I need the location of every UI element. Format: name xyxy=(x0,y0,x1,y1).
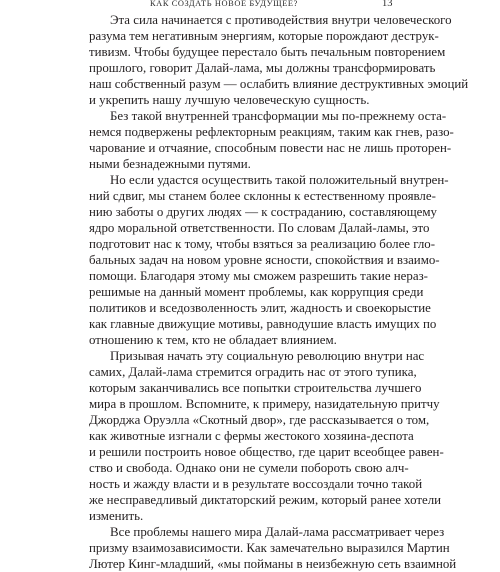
text-line: отношению к тем, кто не обладает влиянием. xyxy=(89,333,337,347)
text-line: Лютер Кинг-младший, «мы пойманы в неизбежную сеть взаимной xyxy=(89,557,457,571)
text-line: помощи. Благодаря этому мы сможем разрешить такие нераз- xyxy=(89,269,428,283)
text-line: наш собственный разум — ослабить влияние деструктивных эмоций xyxy=(89,77,469,91)
text-line: тивизм. Чтобы будущее перестало быть печальным повторением xyxy=(89,45,446,59)
running-head-title: КАК СОЗДАТЬ НОВОЕ БУДУЩЕЕ? xyxy=(150,0,298,8)
text-line: Но если удастся осуществить такой положительный внутрен- xyxy=(110,173,449,187)
text-line: ными безнадежными путями. xyxy=(89,157,251,171)
text-line: решимые на данный момент проблемы, как коррупция среди xyxy=(89,285,424,299)
text-line: Эта сила начинается с противодействия внутри человеческого xyxy=(110,13,452,27)
text-line: Джорджа Оруэлла «Скотный двор», где рассказывается о том, xyxy=(89,413,430,427)
text-line: подготовит нас к тому, чтобы взяться за реализацию более гло- xyxy=(89,237,436,251)
text-line: ядро моральной ответственности. По словам Далай-ламы, это xyxy=(89,221,430,235)
text-line: призму взаимозависимости. Как замечательно выразился Мартин xyxy=(89,541,450,555)
text-line: которым заканчивались все попытки строительства лучшего xyxy=(89,381,422,395)
text-line: мира в прошлом. Вспомните, к примеру, назидательную притчу xyxy=(89,397,440,411)
page-number: 13 xyxy=(382,0,393,9)
text-line: самих, Далай-лама стремится оградить нас от этого тупика, xyxy=(89,365,417,379)
text-line: Без такой внутренней трансформации мы по-прежнему оста- xyxy=(110,109,447,123)
text-line: нию заботы о других людях — к состраданию, составляющему xyxy=(89,205,437,219)
text-line: и решили построить новое общество, где царит всеобщее равен- xyxy=(89,445,444,459)
text-line: же несправедливый диктаторский режим, который ранее хотели xyxy=(89,493,442,507)
text-line: немся подвержены рефлекторным реакциям, таким как гнев, разо- xyxy=(89,125,454,139)
text-line: изменить. xyxy=(89,509,144,523)
text-line: Все проблемы нашего мира Далай-лама рассматривает через xyxy=(110,525,445,539)
text-line: прошлого, говорит Далай-лама, мы должны трансформировать xyxy=(89,61,436,75)
text-line: политиков и вседозволенность элит, жадность и своекорыстие xyxy=(89,301,431,315)
text-line: как животные изгнали с фермы жестокого хозяина-деспота xyxy=(89,429,414,443)
text-line: ность и жажду власти и в результате воссоздали точно такой xyxy=(89,477,423,491)
text-line: ний сдвиг, мы станем более склонны к естественному проявле- xyxy=(89,189,436,203)
text-line: разума тем негативным энергиям, которые порождают деструк- xyxy=(89,29,439,43)
text-line: и укрепить нашу лучшую человеческую сущность. xyxy=(89,93,370,107)
text-line: бальных задач на новом уровне ясности, спокойствия и взаимо- xyxy=(89,253,440,267)
text-line: Призывая начать эту социальную революцию внутри нас xyxy=(110,349,425,363)
text-line: как главные движущие мотивы, равнодушие власть имущих по xyxy=(89,317,437,331)
text-line: чарование и отчаяние, способным повести нас не лишь проторен- xyxy=(89,141,452,155)
text-line: ство и свобода. Однако они не сумели побороть свою алч- xyxy=(89,461,409,475)
